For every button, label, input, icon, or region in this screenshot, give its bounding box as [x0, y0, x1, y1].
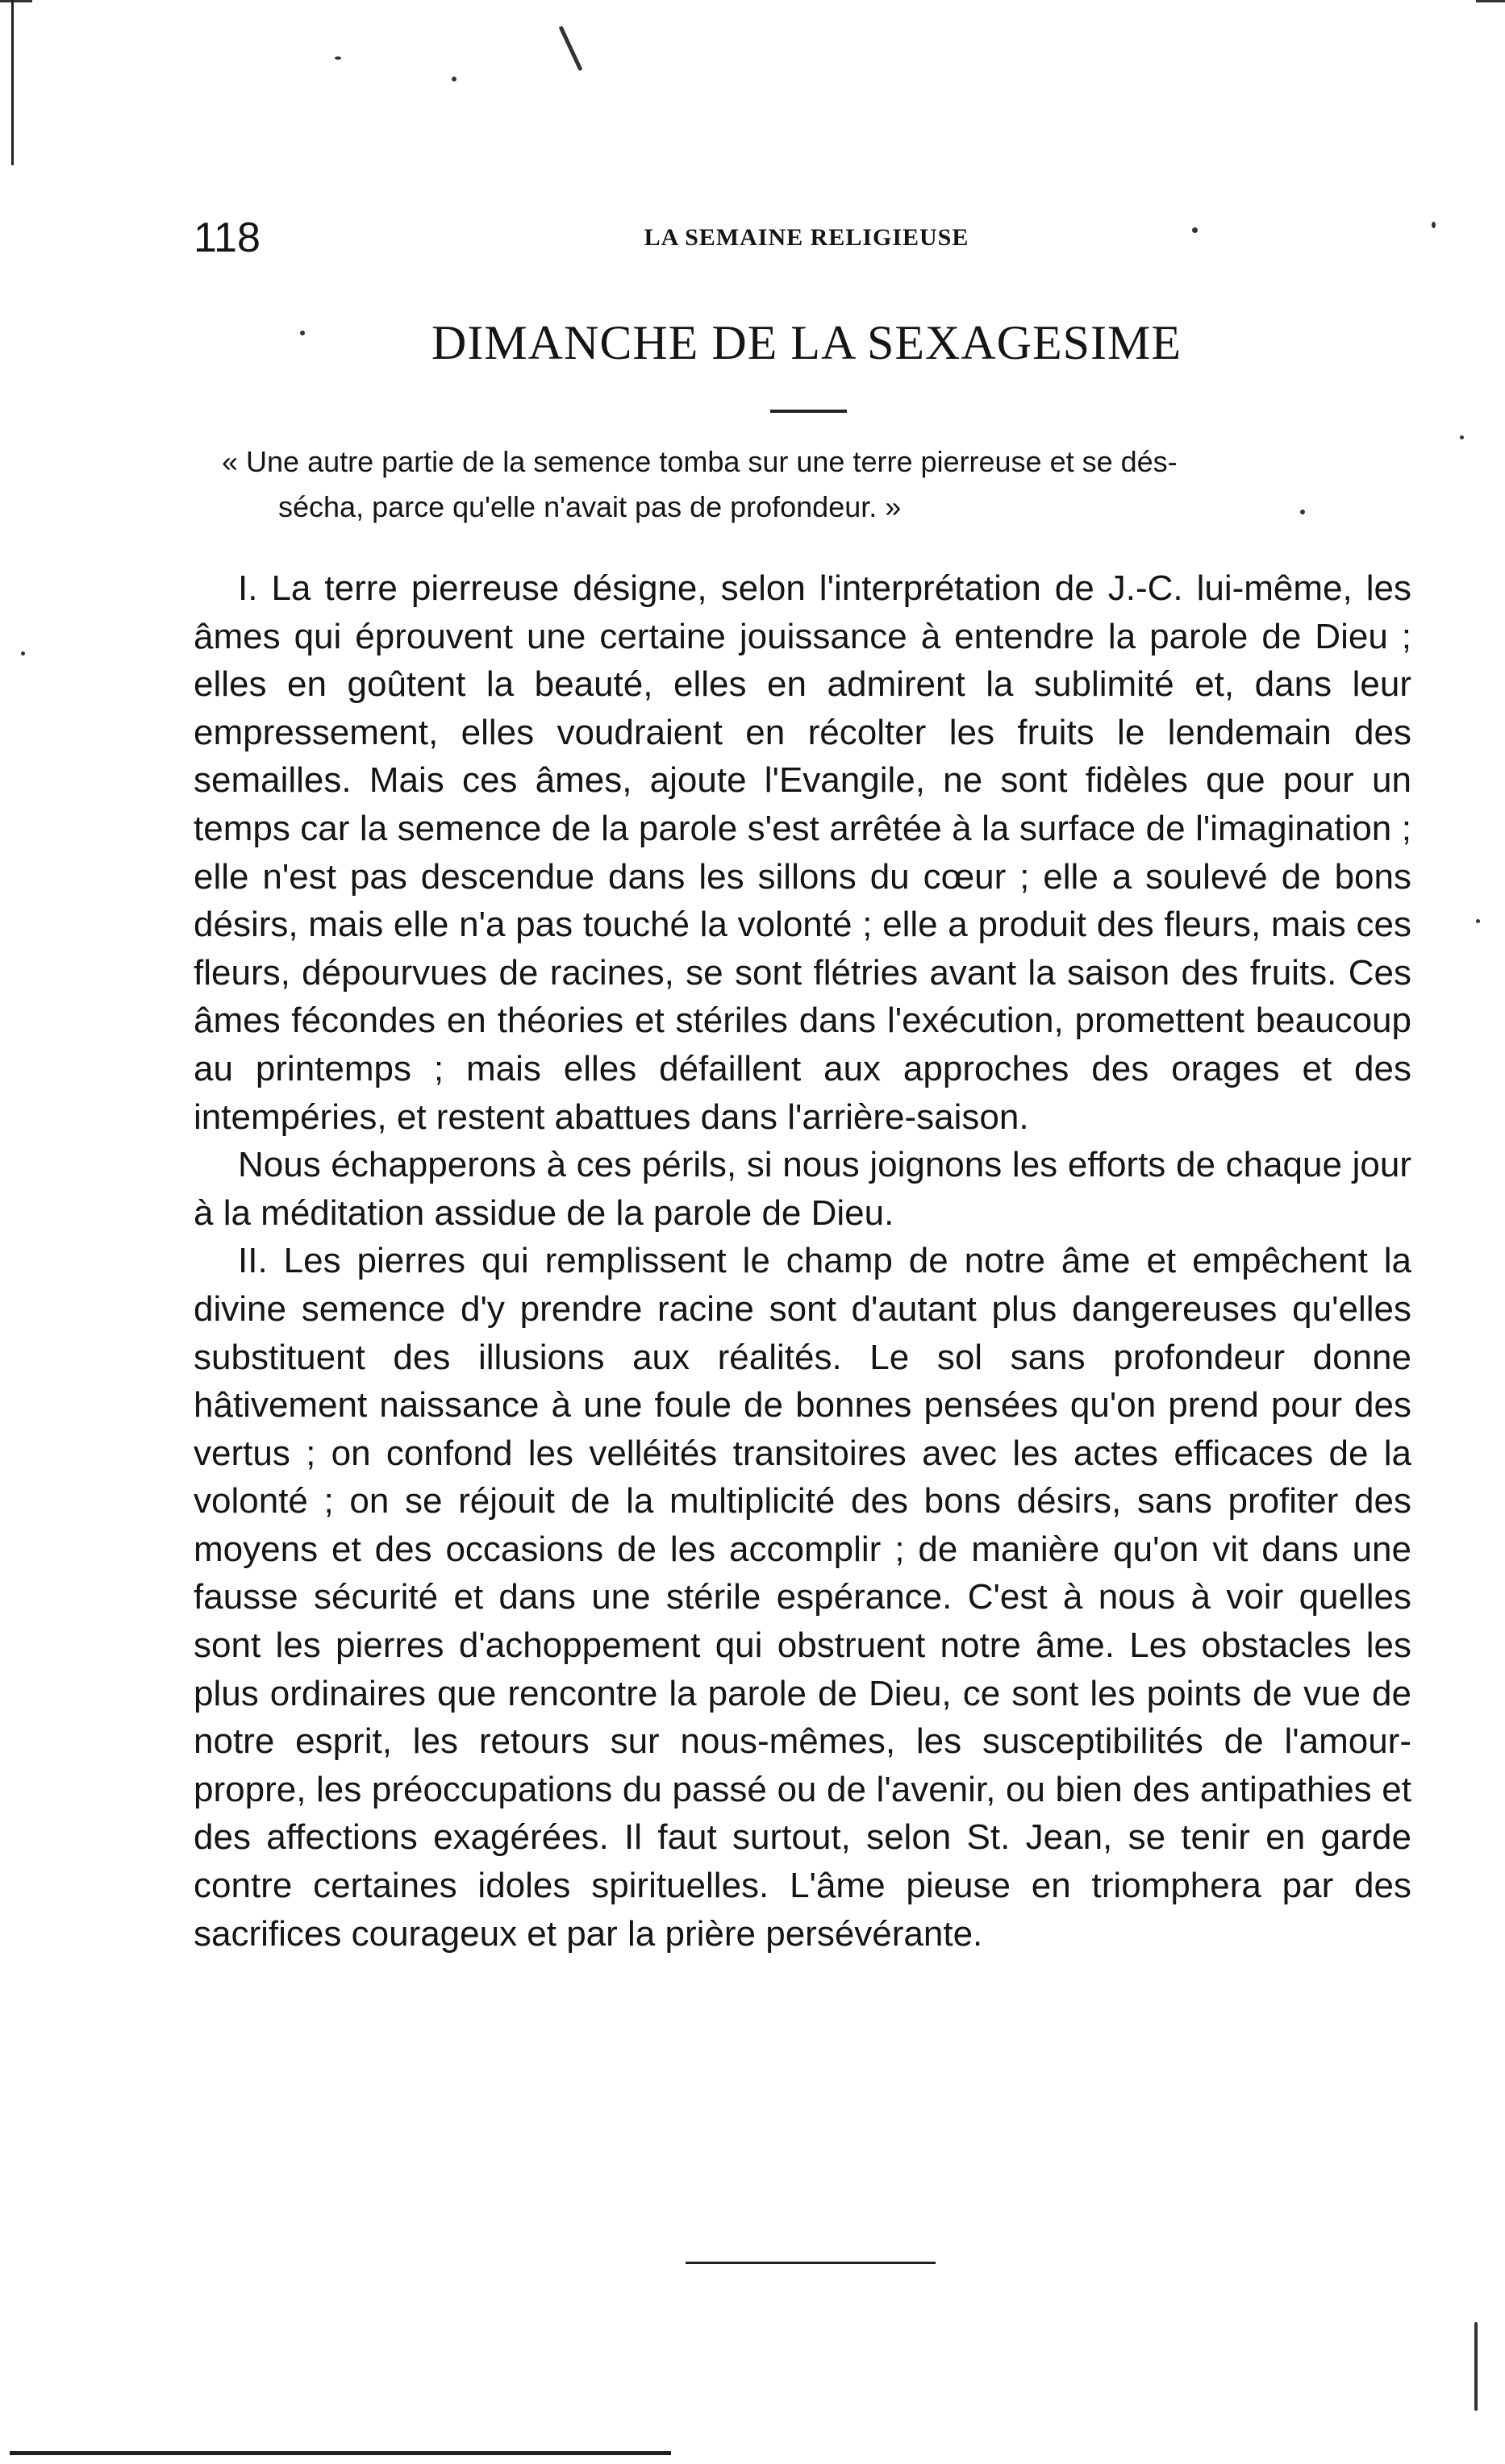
running-head: LA SEMAINE RELIGIEUSE: [644, 224, 969, 251]
paragraph: II. Les pierres qui remplissent le champ de notre âme et empêchent la divine semence d'y prendre racine sont d'autant plus dangereuses qu'elles substituent des illusions aux réalités. Le sol sans profondeur donne hâtivement naissance à une foule de bonnes pensées qu'on prend pour des vertus ; on confond les velléités transitoires avec les actes efficaces de la volonté ; on se réjouit de la multiplicité des bons désirs, sans profiter des moyens et des occasions de les accomplir ; de manière qu'on vit dans une fausse sécurité et dans une stérile espérance. C'est à nous à voir quelles sont les pierres d'achoppement qui obstruent notre âme. Les obstacles les plus ordinaires que rencontre la parole de Dieu, ce sont les points de vue de notre esprit, les retours sur nous-mêmes, les susceptibilités de l'amour-propre, les préoccupations du passé ou de l'avenir, ou bien des antipathies et des affections exagérées. Il faut surtout, selon St. Jean, se tenir en garde contre certaines idoles spirituelles. L'âme pieuse en triomphera par des sacrifices courageux et par la prière persévérante.: [194, 1241, 1411, 1954]
section-title: DIMANCHE DE LA SEXAGESIME: [431, 316, 1182, 369]
body-text: [194, 564, 1411, 1958]
end-rule: [686, 2262, 936, 2264]
scan-speck: [1432, 222, 1436, 228]
epigraph: [222, 439, 1407, 530]
title-rule: [770, 410, 847, 413]
scan-speck: [21, 651, 25, 656]
scan-speck: [1474, 2322, 1478, 2411]
scan-edge-left: [11, 0, 14, 165]
page-number: 118: [194, 214, 261, 261]
epigraph-line-1: « Une autre partie de la semence tomba sur une terre pierreuse et se dés-: [222, 445, 1178, 478]
epigraph-line-2: sécha, parce qu'elle n'avait pas de profondeur. »: [278, 490, 902, 523]
scan-speck: [559, 26, 583, 71]
scan-edge-top-gap: [32, 0, 1476, 3]
paragraph: I. La terre pierreuse désigne, selon l'interprétation de J.-C. lui-même, les âmes qui éprouvent une certaine jouissance à entendre la parole de Dieu ; elles en goûtent la beauté, elles en admirent la sublimité et, dans leur empressement, elles voudraient en récolter les fruits le lendemain des semailles. Mais ces âmes, ajoute l'Evangile, ne sont fidèles que pour un temps car la semence de la parole s'est arrêtée à la surface de l'imagination ; elle n'est pas descendue dans les sillons du cœur ; elle a soulevé de bons désirs, mais elle n'a pas touché la volonté ; elle a produit des fleurs, mais ces fleurs, dépourvues de racines, se sont flétries avant la saison des fruits. Ces âmes fécondes en théories et stériles dans l'exécution, promettent beaucoup au printemps ; mais elles défaillent aux approches des orages et des intempéries, et restent abattues dans l'arrière-saison.: [194, 568, 1411, 1137]
scan-edge-bottom: [10, 2451, 671, 2455]
scan-speck: [1460, 435, 1464, 439]
paragraph: Nous échapperons à ces périls, si nous joignons les efforts de chaque jour à la méditation assidue de la parole de Dieu.: [194, 1145, 1411, 1233]
scan-speck: [1476, 919, 1480, 923]
scan-speck: [335, 56, 341, 60]
scan-speck: [452, 77, 457, 81]
page-header: [194, 206, 1420, 270]
